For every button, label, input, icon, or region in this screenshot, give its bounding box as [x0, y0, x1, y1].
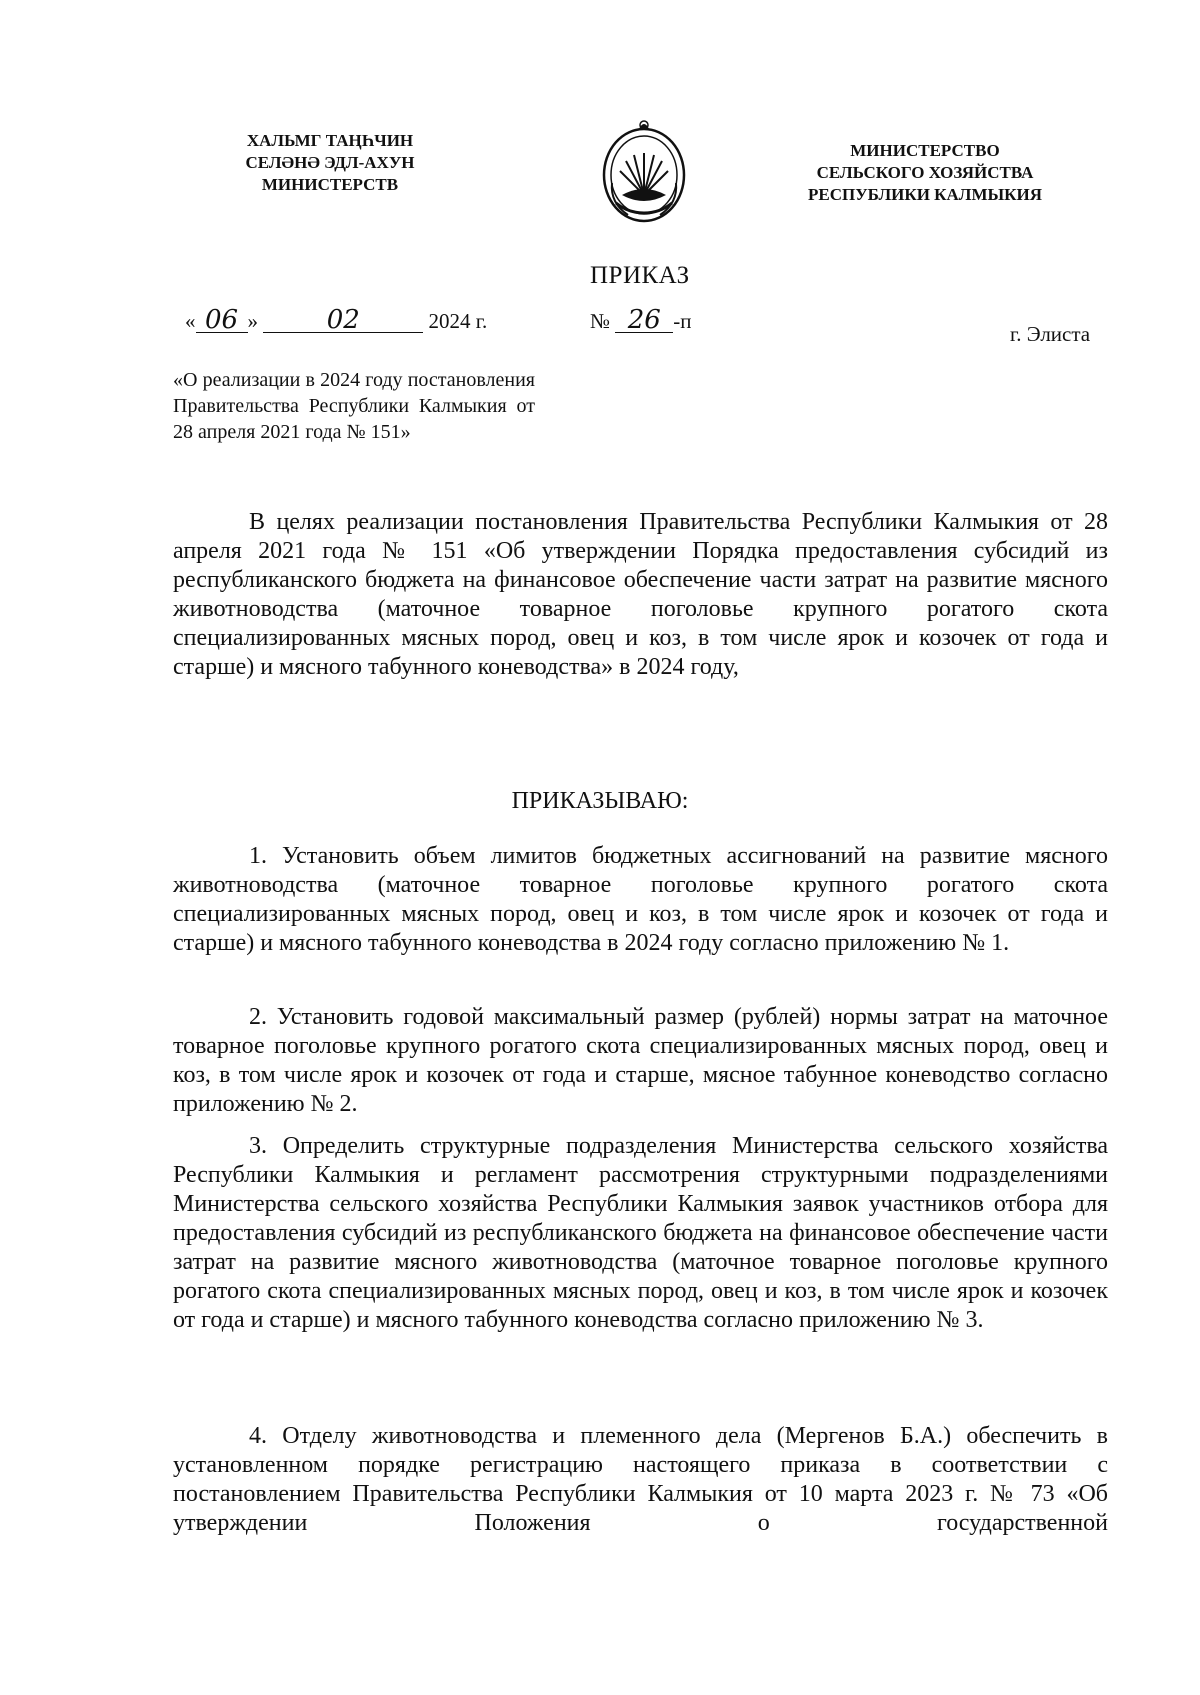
header-right-line: РЕСПУБЛИКИ КАЛМЫКИЯ: [807, 185, 1043, 204]
number-suffix: -п: [673, 309, 692, 333]
document-title: ПРИКАЗ: [590, 262, 690, 289]
number-prefix: №: [590, 309, 611, 333]
number-value: 26: [615, 308, 673, 333]
order-item: 3. Определить структурные подразделения Министерства сельского хозяйства Республики Калмыкия и регламент рассмотрения структурными подразделениями Министерства сельского хозяйства Республики Калмыкия заявок участников отбора для предоставления субсидий из республиканского бюджета на финансовое обеспечение части затрат на развитие мясного животноводства (маточное товарное поголовье крупного рогатого скота специализированных мясных пород, овец и коз, в том числе ярок и козочек от года и старше) и мясного табунного коневодства согласно приложению № 3.: [173, 1133, 1108, 1333]
order-subject: «О реализации в 2024 году постановления Правительства Республики Калмыкия от 28 апреля 2021 года № 151»: [173, 369, 535, 443]
order-item: 1. Установить объем лимитов бюджетных ассигнований на развитие мясного животноводства (маточное товарное поголовье крупного рогатого скота специализированных мясных пород, овец и коз, в том числе ярок и козочек от года и старше) и мясного табунного коневодства в 2024 году согласно приложению № 1.: [173, 843, 1108, 956]
date-day: 06: [196, 308, 248, 333]
order-item: 2. Установить годовой максимальный размер (рублей) нормы затрат на маточное товарное поголовье крупного рогатого скота специализированных мясных пород, овец и коз, в том числе ярок и козочек от года и старше, мясное табунное коневодство согласно приложению № 2.: [173, 1004, 1108, 1117]
header-right-line: СЕЛЬСКОГО ХОЗЯЙСТВА: [816, 163, 1034, 182]
order-date: [185, 305, 488, 335]
header-left-line: МИНИСТЕРСТВ: [261, 175, 399, 194]
order-number: [590, 305, 692, 335]
header-right-line: МИНИСТЕРСТВО: [850, 141, 1000, 160]
date-month: 02: [263, 308, 423, 333]
date-year: 2024 г.: [428, 309, 488, 333]
decree-heading: ПРИКАЗЫВАЮ:: [511, 788, 689, 814]
date-close-quote: »: [247, 309, 258, 333]
preamble-paragraph: В целях реализации постановления Правительства Республики Калмыкия от 28 апреля 2021 года № 151 «Об утверждении Порядка предоставления субсидий из республиканского бюджета на финансовое обеспечение части затрат на развитие мясного животноводства (маточное товарное поголовье крупного рогатого скота специализированных мясных пород, овец и коз, в том числе ярок и козочек от года и старше) и мясного табунного коневодства» в 2024 году,: [173, 509, 1108, 680]
date-open-quote: «: [185, 309, 196, 333]
header-left-line: СЕЛӘНӘ ЭДЛ-АХУН: [245, 153, 415, 172]
order-item: 4. Отделу животноводства и племенного дела (Мергенов Б.А.) обеспечить в установленном порядке регистрацию настоящего приказа в соответствии с постановлением Правительства Республики Калмыкия от 10 марта 2023 г. № 73 «Об утверждении Положения о государственной: [173, 1423, 1108, 1536]
header-left-line: ХАЛЬМГ ТАҢҺЧИН: [246, 131, 414, 150]
city: г. Элиста: [1010, 322, 1091, 346]
kalmykia-coat-of-arms-icon: [598, 113, 690, 228]
header-left-kalmyk: [225, 130, 435, 196]
header-right-russian: [770, 140, 1080, 206]
